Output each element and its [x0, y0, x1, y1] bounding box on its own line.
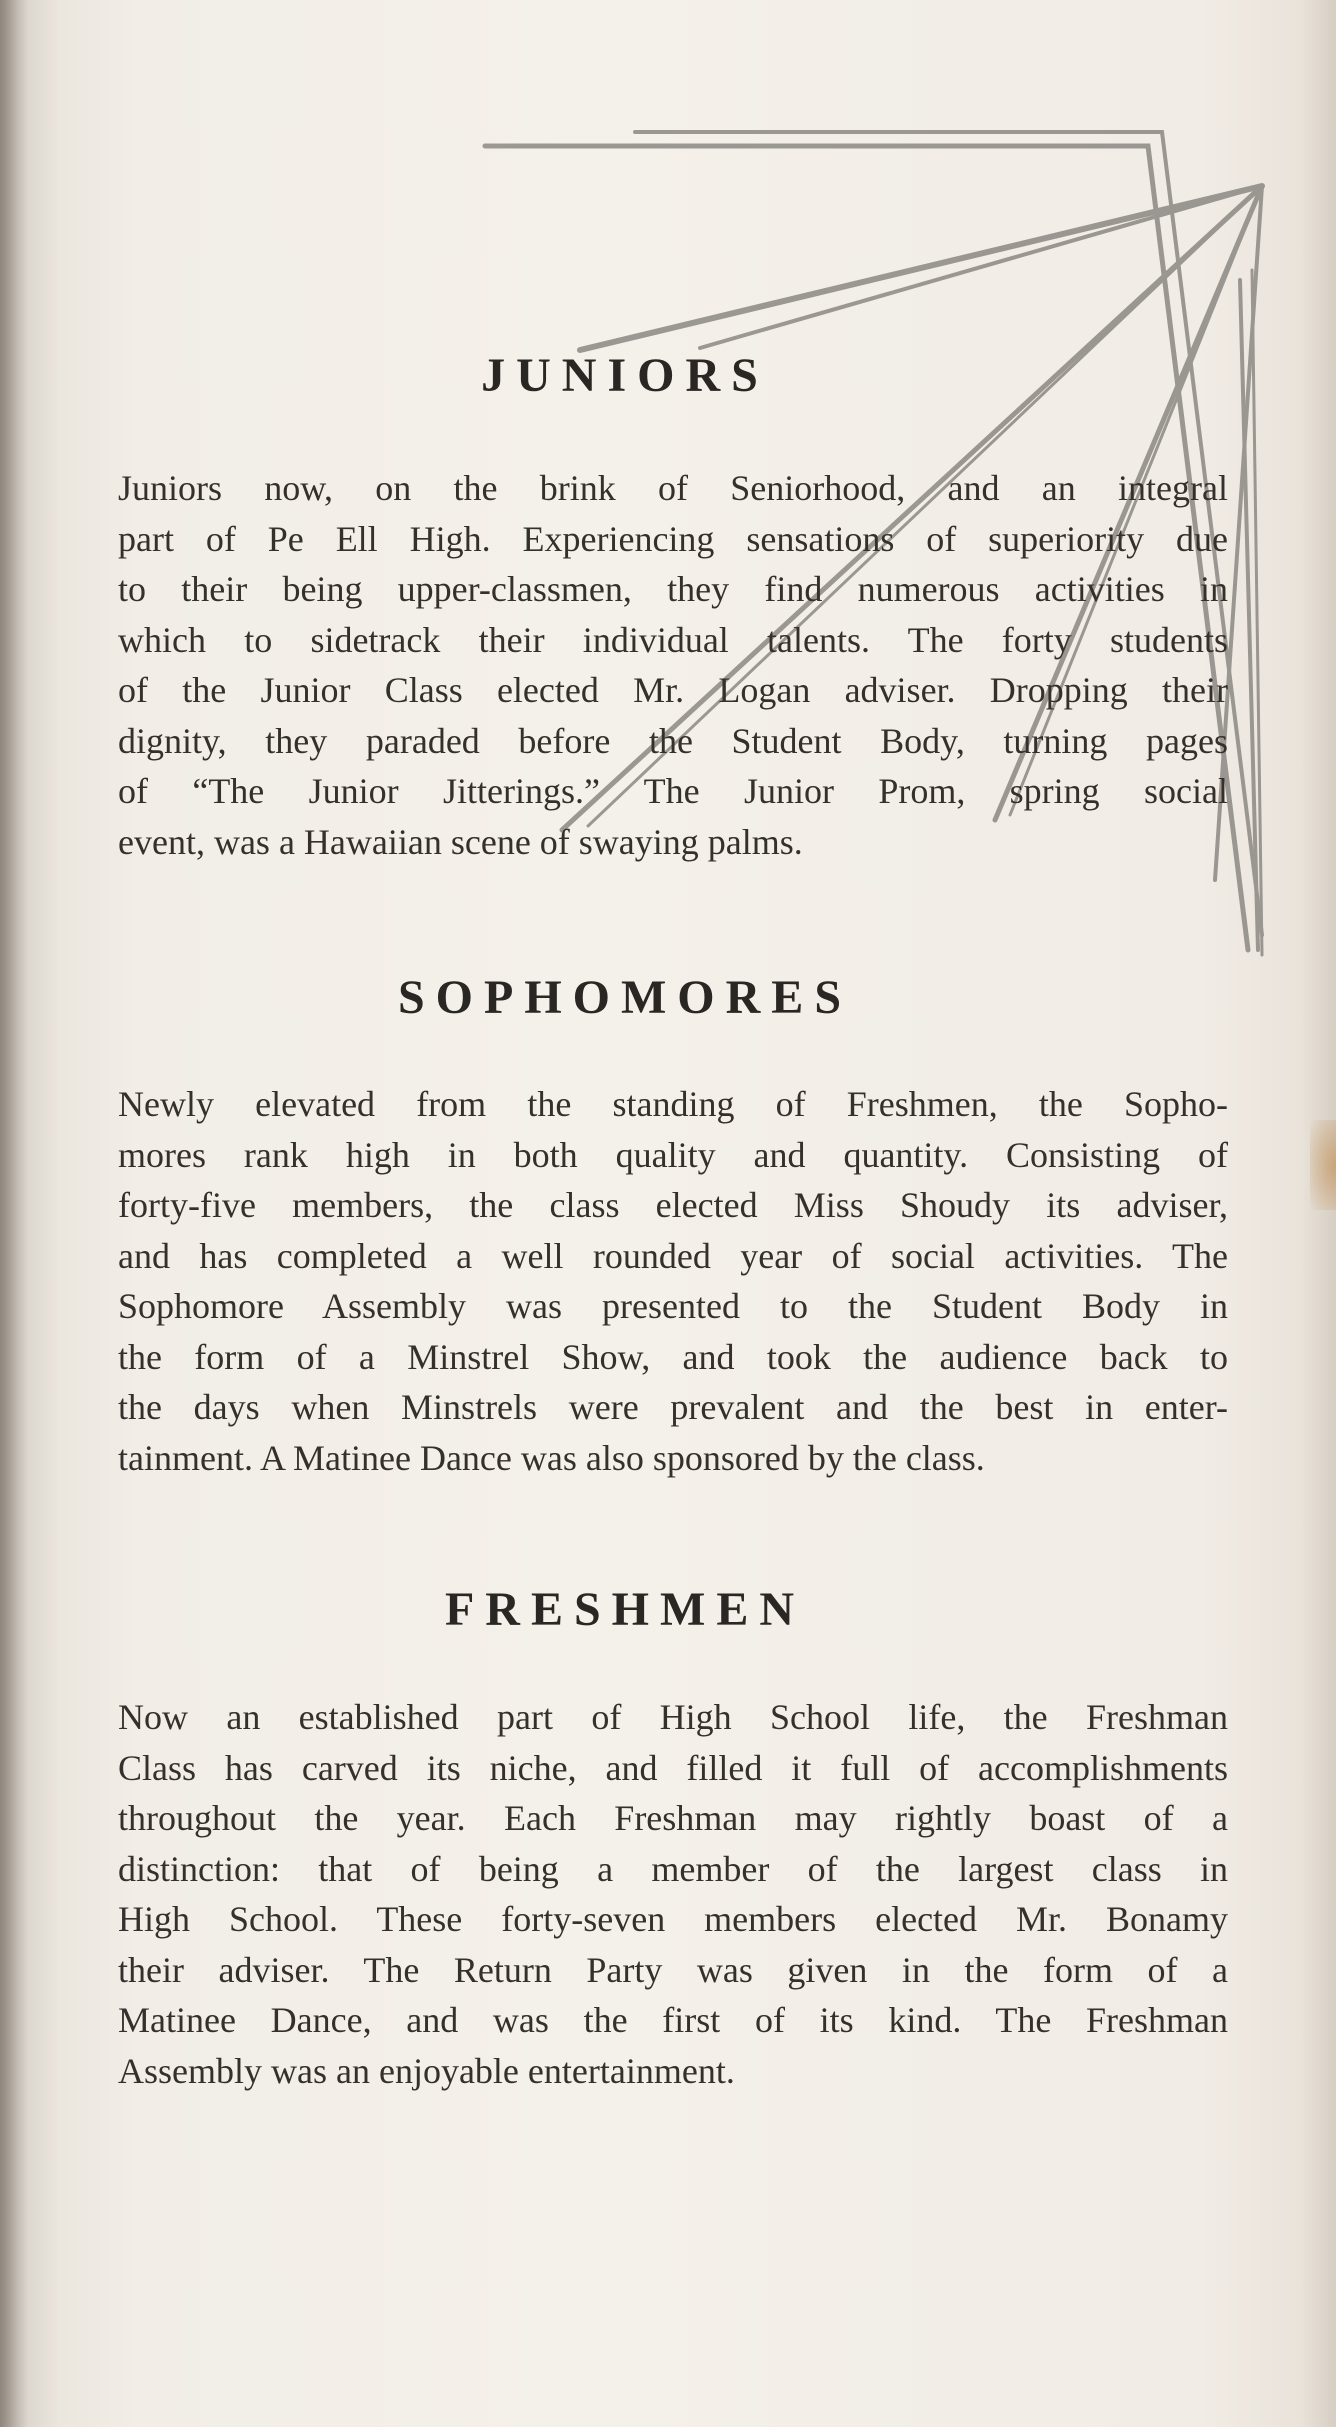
sophomores-line: tainment. A Matinee Dance was also sponsored by the class. [118, 1437, 985, 1478]
juniors-line: event, was a Hawaiian scene of swaying palms. [118, 821, 803, 862]
page-gutter-shadow [0, 0, 28, 2427]
sophomores-heading: SOPHOMORES [397, 971, 853, 1024]
sophomores-line: the days when Minstrels were prevalent and the best in enter- [118, 1387, 1228, 1427]
freshmen-line: Now an established part of High School life, the Freshman [118, 1697, 1228, 1737]
juniors-paragraph [70, 463, 1228, 867]
juniors-line: part of Pe Ell High. Experiencing sensations of superiority due [118, 518, 1228, 559]
sophomores-line: the form of a Minstrel Show, and took the audience back to [118, 1336, 1228, 1377]
freshmen-line: Class has carved its niche, and filled it full of accomplishments [118, 1747, 1228, 1788]
juniors-line: of the Junior Class elected Mr. Logan adviser. Dropping their [118, 670, 1228, 710]
freshmen-line: their adviser. The Return Party was given in the form of a [118, 1949, 1228, 1990]
freshmen-line: Matinee Dance, and was the first of its kind. The Freshman [118, 2000, 1228, 2040]
freshmen-line: Assembly was an enjoyable entertainment. [118, 2050, 735, 2091]
freshmen-line: High School. These forty-seven members elected Mr. Bonamy [118, 1899, 1228, 1939]
juniors-heading: JUNIORS [481, 349, 769, 402]
juniors-line: to their being upper-classmen, they find numerous activities in [118, 569, 1228, 609]
sophomores-line: Newly elevated from the standing of Freshmen, the Sopho- [118, 1084, 1228, 1124]
sophomores-line: mores rank high in both quality and quantity. Consisting of [118, 1134, 1228, 1175]
freshmen-paragraph [70, 1692, 1228, 2096]
freshmen-line: throughout the year. Each Freshman may rightly boast of a [118, 1798, 1228, 1838]
sophomores-line: Sophomore Assembly was presented to the Student Body in [118, 1286, 1228, 1326]
juniors-line: Juniors now, on the brink of Seniorhood, and an integral [118, 468, 1228, 508]
juniors-line: of “The Junior Jitterings.” The Junior Prom, spring social [118, 771, 1228, 811]
freshmen-heading: FRESHMEN [444, 1583, 805, 1636]
sophomores-line: forty-five members, the class elected Miss Shoudy its adviser, [118, 1185, 1228, 1225]
paper-stain [1310, 1120, 1336, 1210]
sophomores-paragraph [70, 1079, 1228, 1483]
juniors-line: which to sidetrack their individual talents. The forty students [118, 619, 1228, 660]
sophomores-line: and has completed a well rounded year of social activities. The [118, 1235, 1228, 1276]
freshmen-line: distinction: that of being a member of the largest class in [118, 1848, 1228, 1889]
juniors-line: dignity, they paraded before the Student Body, turning pages [118, 720, 1228, 761]
